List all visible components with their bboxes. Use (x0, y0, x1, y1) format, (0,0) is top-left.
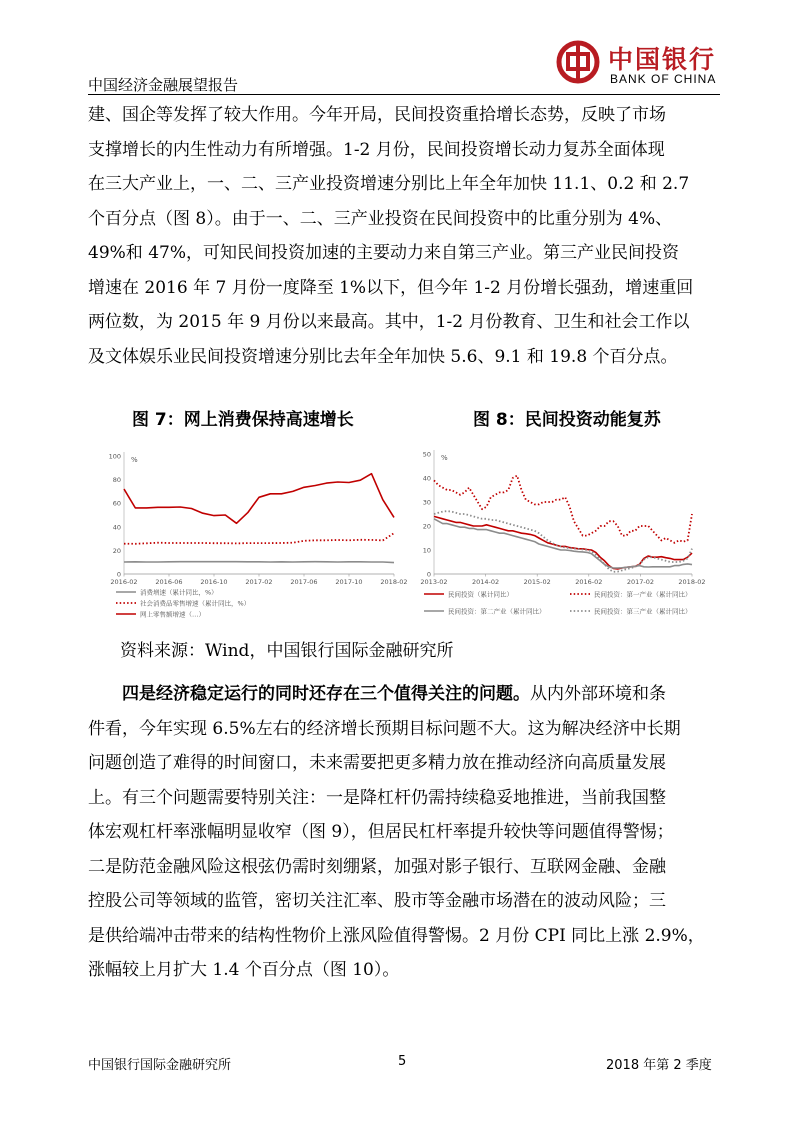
y-tick-label: 10 (422, 546, 431, 555)
y-tick-label: 30 (422, 498, 431, 507)
series-line (124, 533, 394, 544)
legend-label: 民间投资：第三产业（累计同比） (594, 607, 692, 616)
x-tick-label: 2018-02 (678, 578, 706, 586)
y-tick-label: 20 (422, 522, 431, 531)
x-tick-label: 2016-02 (110, 578, 138, 586)
text-line: 两位数，为 2015 年 9 月份以来最高。其中，1-2 月份教育、卫生和社会工作以 (88, 312, 690, 332)
x-tick-label: 2016-06 (155, 578, 183, 586)
x-tick-label: 2017-02 (626, 578, 654, 586)
legend-label: 民间投资：第二产业（累计同比） (448, 607, 546, 616)
text-line: 是供给端冲击带来的结构性物价上涨风险值得警惕。2 月份 CPI 同比上涨 2.9%， (88, 925, 705, 946)
figure-8-chart (420, 446, 710, 630)
text-line: 个百分点（图 8）。由于一、二、三产业投资在民间投资中的比重分别为 4%、 (88, 208, 673, 229)
y-tick-label: 40 (112, 523, 121, 532)
paragraph-lead-bold: 四是经济稳定运行的同时还存在三个值得关注的问题。 (122, 684, 530, 704)
paragraph-three-concerns (88, 677, 720, 988)
x-tick-label: 2018-02 (380, 578, 408, 586)
text-line: 增速在 2016 年 7 月份一度降至 1%以下，但今年 1-2 月份增长强劲，增速重回 (88, 277, 694, 298)
text-line: 问题创造了难得的时间窗口，未来需要把更多精力放在推动经济向高质量发展 (88, 753, 666, 773)
x-tick-label: 2016-10 (200, 578, 228, 586)
text-line: 二是防范金融风险这根弦仍需时刻绷紧，加强对影子银行、互联网金融、金融 (88, 856, 666, 877)
bank-logo (556, 38, 726, 90)
paragraph-private-investment (88, 98, 720, 374)
text-line: 在三大产业上，一、二、三产业投资增速分别比上年全年加快 11.1、0.2 和 2.7 (88, 174, 690, 194)
y-tick-label: 60 (112, 499, 121, 508)
x-tick-label: 2014-02 (472, 578, 500, 586)
figure-8-title: 图 8：民间投资动能复苏 (473, 410, 661, 430)
series-line (434, 511, 692, 572)
legend-label: 消费增速（累计同比，%） (140, 588, 218, 597)
y-tick-label: 20 (112, 546, 121, 555)
y-tick-label: 0 (426, 570, 431, 579)
logo-english-name: BANK OF CHINA (610, 72, 717, 86)
text-line: 49%和 47%，可知民间投资加速的主要动力来自第三产业。第三产业民间投资 (88, 243, 679, 263)
text-line: 上。有三个问题需要特别关注：一是降杠杆仍需持续稳妥地推进，当前我国整 (88, 787, 666, 808)
series-line (434, 516, 692, 569)
series-line (124, 474, 394, 524)
footer-page-number: 5 (398, 1054, 407, 1069)
x-tick-label: 2017-06 (290, 578, 318, 586)
text-line: 体宏观杠杆率涨幅明显收窄（图 9），但居民杠杆率提升较快等问题值得警惕； (88, 822, 674, 842)
legend-label: 网上零售额增速（…） (140, 610, 205, 619)
figure-7-chart (110, 446, 410, 630)
text-line: 建、国企等发挥了较大作用。今年开局，民间投资重拾增长态势，反映了市场 (88, 105, 666, 125)
unit-label: % (131, 456, 138, 464)
series-line (434, 476, 692, 543)
y-tick-label: 80 (112, 476, 121, 485)
figure-source-note: 资料来源：Wind，中国银行国际金融研究所 (120, 641, 454, 661)
x-tick-label: 2017-02 (245, 578, 273, 586)
x-tick-label: 2015-02 (523, 578, 551, 586)
text-line: 件看，今年实现 6.5%左右的经济增长预期目标问题不大。这为解决经济中长期 (88, 718, 681, 739)
text-line: 支撑增长的内生性动力有所增强。1-2 月份，民间投资增长动力复苏全面体现 (88, 139, 665, 160)
unit-label: % (441, 454, 448, 462)
footer-institute: 中国银行国际金融研究所 (88, 1058, 232, 1073)
text-line: 控股公司等领域的监管，密切关注汇率、股市等金融市场潜在的波动风险；三 (88, 891, 666, 911)
legend-label: 社会消费品零售增速（累计同比，%） (140, 599, 251, 608)
x-tick-label: 2017-10 (335, 578, 363, 586)
text-line: 涨幅较上月扩大 1.4 个百分点（图 10）。 (88, 960, 400, 980)
legend-label: 民间投资（累计同比） (448, 590, 513, 599)
footer-period: 2018 年第 2 季度 (606, 1058, 712, 1073)
bank-of-china-logo-icon (556, 40, 600, 84)
y-tick-label: 100 (108, 452, 121, 461)
figure-7-title: 图 7：网上消费保持高速增长 (132, 410, 354, 430)
logo-chinese-name: 中国银行 (608, 45, 717, 74)
header-divider (88, 94, 720, 95)
y-tick-label: 50 (422, 450, 431, 459)
x-tick-label: 2013-02 (420, 578, 448, 586)
text-line: 及文体娱乐业民间投资增速分别比去年全年加快 5.6、9.1 和 19.8 个百分点。 (88, 346, 678, 367)
series-line (124, 562, 394, 563)
text-line: 从内外部环境和条 (530, 684, 666, 704)
y-tick-label: 40 (422, 474, 431, 483)
legend-label: 民间投资：第一产业（累计同比） (594, 590, 692, 599)
report-title: 中国经济金融展望报告 (88, 76, 239, 94)
y-tick-label: 0 (116, 570, 121, 579)
x-tick-label: 2016-02 (575, 578, 603, 586)
